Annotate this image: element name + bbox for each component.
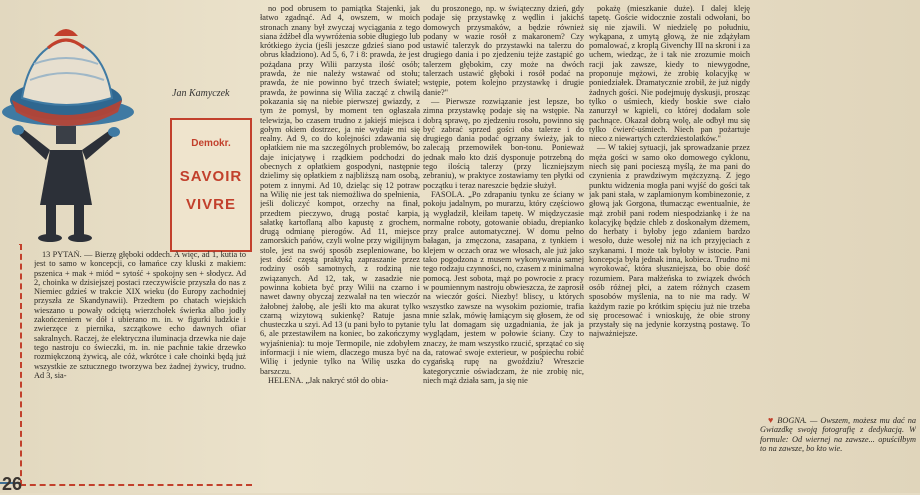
text-column-4 bbox=[589, 4, 750, 488]
text-column-1 bbox=[34, 250, 246, 472]
title-kicker: Demokr. bbox=[191, 138, 231, 149]
text-column-3 bbox=[423, 4, 584, 488]
column-title-box bbox=[170, 118, 252, 252]
page-number: 26 bbox=[2, 474, 23, 494]
paragraph: HELENA. „Jak nakryć stół do obia- bbox=[268, 375, 389, 385]
paragraph: pokażę (mieszkanie duże). I dalej kleję tapetę. Goście widocznie zostali odwołani, bo się nie zjawili. W niedzielę po południu, wykąpana, z umytą głową, że nie zdążyłam pomalować, z kroplą Givenchy III na skroni i za uchem, wiedząc, że i tak nie zrozumie moich racji jak zawsze, kiedy to niewygodne, proponuje mężowi, że zrobię kolacyjkę w poniedziałek. Dramatycznie zrobił, że już nigdy żadnych gości. Nie podejmuję dyskusji, prosząc tylko o uśmiech, kiedy boskie swe ciało zanurzył w kąpieli, co której dodałam sole pachnące. Okazał dobrą wolę, ale odbył mu się tylko ćwierć-uśmiech. Niech pan pożartuje nieco z niewartych czterdziestolatków." bbox=[589, 4, 750, 144]
paragraph: — Pierwsze rozwiązanie jest lepsze, bo zimna przystawkę podaje się na wstępie. Na dobrą sprawę, po zjedzeniu rosołu, powinno się być zabrać sprzed gości oba talerze i do drugiego dania podać ogrzany świeży, jak to zalecają przemowiłek bon-tonu. Ponieważ jednak mało kto dziś dysponuje potrzebną do tego ilością talerzy (przy liczniejszym zebraniu), w praktyce zostawiamy ten płytki od początku i teraz nareszcie będzie służył. bbox=[423, 96, 584, 190]
paragraph: no pod obrusem to pamiątka Stajenki, jak łatwo zgadnąć. Ad 4, owszem, w moich stronach znany był zwyczaj wyciągania z tego siana źdźbeł dla wywróżenia sobie długiego lub krótkiego życia (jeśli jeszcze gdzieś siano pod obrus kładziono). Ad 5, 6, 7 i 8: prawda, że jest pożądana przy Wilii parzysta ilość osób; prawda, że nie należy wstawać od stołu; prawda, że nie powinno być trzech świateł; prawda, że powinna się Wilia zacząć z chwilą pokazania się na niebie pierwszej gwiazdy, z tym że pomysł, by moment ten ogłaszała telewizja, bo czasem trudno z jakiejś miejsca i gołym okiem dostrzec, ja nie wydaje mi się realny. Ad 9, co do kolejności zdawania się opłatkiem nie ma szczególnych problemów, bo daje inicjatywę i rządkiem podchodzi do obecnych z opłatkiem gospodyni, następnie dzielimy się opłatkiem z najbliższą nam osobą, potem z innymi. Ad 10, dzieląc się 12 potraw na Wilię nie jest tak niemożliwa do spełnienia, jeśli doliczyć kompot, orzechy na finał, przedtem pieczywo, drugą postać karpia, sałatkę kartoflaną albo kapustę z grochem, drugą odmianę pierogów. Ad 11, miejsce zamorskich pańów, czyli wolne przy wigilijnym stole, jest na swój sposób zsepleniowane, bo jest dość częstą praktyką zapraszanie przez rodziny osób samotnych, z rodziną nie związanych. Ad 12, tak, w zasadzie nie powinna kobieta być przy Wilii na czarno i nawet dawny obyczaj zezwalał na ten wieczór żałobnej żałobę, ale jeśli kto ma akurat tylko czarną wizytową sukienkę? Ratuje jasna chusteczka u szyi. Ad 13 (u pani było to pytanie 6, ale przestawiłem na koniec, bo zakończymy wyjaśnienia): tu moje Termopile, nie zdobyłem informacji i nie wiem, dlaczego musza być na Wilię i jedynie tylko na Wilię uszka do barszczu. bbox=[260, 4, 420, 376]
text-column-2 bbox=[260, 4, 420, 488]
paragraph: FASOLA. „Po zdrapaniu tynku ze ściany w pokoju jadalnym, po murarzu, który częściowo ją wygładził, kleiłam tapetę. W międzyczasie normalne roboty, gotowanie obiadu, drepianko przy pralce automatycznej. W domu pełno bałagan, ja zmęczona, zasapana, z tynkiem i klejem w oczach oraz we włosach, ale już jako tako pogodzona z musem wykonywania samej tego rodzaju czynności, no, czasem z minimalna pomocą. Jest sobota, mąż po powrocie z pracy w poumiennym nastroju obwieszcza, że zaprosił na wieczór gości. Niezby! bliscy, u których wszystko zawsze na wysokim poziomie, trafia mnie szlak, mówię łamiącym się głosem, że od tylu lat domagam się uzgadniania, że jak ja wyglądam, jestem w połowie ściany. Czy to znaczy, że mam wszystko rzucić, sprzątać co się da, ratować swoje exterieur, w pośpiechu robić cygańską rupę na gwoździu? Wreszcie kategorycznie oświadczam, że nie zrobię nic, niech mąż działa sam, ja się nie bbox=[423, 189, 584, 385]
paragraph: du proszonego, np. w świąteczny dzień, gdy podaje się przystawkę z wędlin i jakichś domowych przysmaków, a będzie również podany w wazie rosół z makaronem? Czy ustawić talerzyk do przystawki na talerzu do drugiego dania i po zjedzeniu tejże zastąpić go talerzem głębokim, czy może na dwóch talerzach ustawić głęboki i rosół podać na wstępie, potem kolejno przystawkę i drugie danie?" bbox=[423, 4, 584, 97]
title-line-1: SAVOIR bbox=[179, 168, 243, 185]
title-line-2: VIVRE bbox=[185, 196, 236, 213]
hat-icon bbox=[2, 29, 134, 126]
bogna-text: BOGNA. — Owszem, możesz mu dać na Gwiazdkę swoją fotografię z dedykacją. W formule: Od wiernej na zawsze... opuściłbym to na zawsze, bo kto wie. bbox=[760, 416, 916, 453]
author-byline: Jan Kamyczek bbox=[172, 88, 230, 99]
paragraph: — W takiej sytuacji, jak sprowadzanie przez męża gości w samo oko domowego cyklonu, niech się pani pocieszą myślą, że ma pani do czynienia z prawdziwym mężczyzną. Z jego punktu widzenia mogła pani wyjść do gości tak jak pani stała, w zaplamionym kombinezonie, z głową jak Gorgona, tłumacząc ewentualnie, że mąż zrobił pani rodem niespodziankę i że na kolacyjkę będzie chleb z doskonałym dżemem, do herbaty i byłoby jego zdaniem bardzo wesoło, duże wesołej niż na ich przyjęciach z szykanami. I może tak byłoby w istocie. Pani koncepcja była jednak inna, kobieca. Trudno mi wyrokować, która słuszniejsza, bo obie dość rozumiem. Para małżeńska to związek dwóch osób różnej płci, a zatem różnych czasem sposobów myślenia, na to nie ma rady. W każdym razie po krótkim spięciu już nie trzeba się procesować i wnioskuję, że obie strony przystały się na jedynie korzystną postawę. To najważniejsze. bbox=[589, 143, 750, 339]
figure-icon bbox=[12, 125, 120, 242]
text-column-5-bogna bbox=[760, 416, 916, 478]
heart-icon: ♥ bbox=[768, 416, 775, 425]
paragraph: 13 PYTAŃ. — Bierzę głęboki oddech. A więc, ad 1, kutia to jest to samo w koncepcji, co łamańce czy kluski z makiem: pszenica + mak + miód = sytość + spokojny sen + słodycz. Ad 2, choinka w dzisiejszej postaci rzeczywiście przyszła do nas z Niemiec gdzieś w trakcie XIX wieku (do Europy zachodniej przyszła ze Skandynawii). Przedtem po chatach wiejskich wieszano u powały odciętą wierzchołek świerka albo jodły zakończeniem w dół i ubierano m. in. w figurki ludzkie i zwierzęce z piernika, szczątkowe echo dawnych ofiar sakralnych. Raczej, że elektryczna iluminacja drzewka nie daje tego nastroju co świeczki, m. in. nie pachnie takie drzewko rozmiękczoną żywicą, ale cóż, wkrótce i całe choinki będą już wszystkie ze sztucznego tworzywa bez żadnej żywicy, trudno. Ad 3, sia- bbox=[34, 250, 246, 380]
paragraph bbox=[760, 416, 916, 453]
